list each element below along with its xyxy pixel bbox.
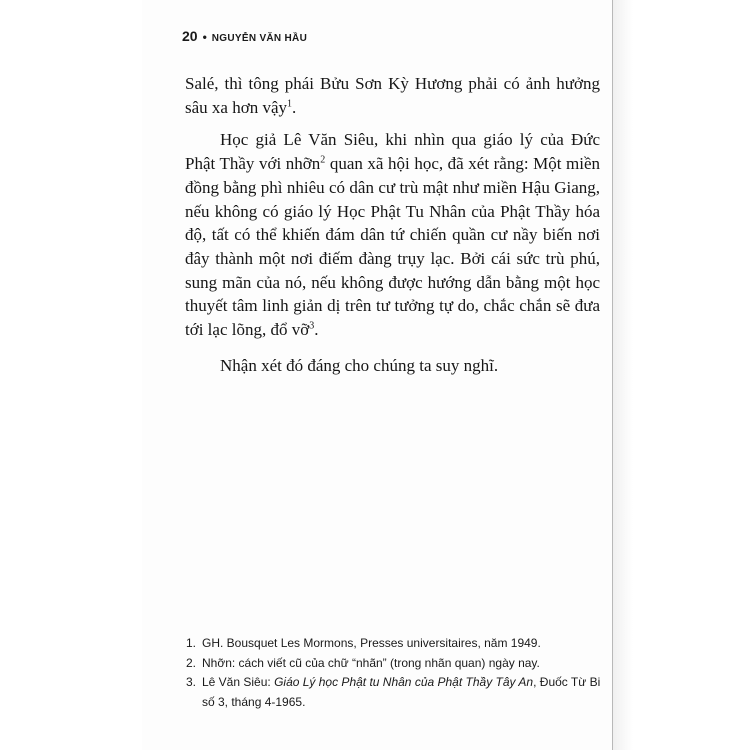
footnote-text: GH. Bousquet Les Mormons, Presses universitaires, năm 1949. <box>202 636 541 650</box>
footnote-number: 1. <box>186 636 197 650</box>
paragraph-2-text-a: Học giả Lê Văn Siêu, khi nhìn qua giáo lý của Đức Phật Thầy với nhỡn <box>185 130 600 174</box>
footnote-ref-1: 1 <box>287 98 292 110</box>
paragraph-2 <box>185 128 600 341</box>
footnote-ref-3: 3 <box>309 320 315 332</box>
page-edge-shadow <box>613 0 633 750</box>
footnote-2 <box>186 654 606 674</box>
paragraph-2-text-b: quan xã hội học, đã xét rằng: Một miền đồng bằng phì nhiêu có dân cư trù mật như miền Hậu Giang, nếu không có giáo lý Học Phật Tu Nhân của Phật Thầy hóa độ, tất có thể khiến đám dân tứ chiến quần cư nầy biến nơi đây thành một nơi điếm đàng trụy lạc. Bởi cái sức trù phú, sung mãn của nó, nếu không được hướng dẫn bằng một học thuyết tâm linh giản dị trên tư tưởng tự do, chắc chắn sẽ đưa tới lạc lõng, đổ vỡ <box>185 154 600 340</box>
footnote-3 <box>186 673 606 712</box>
page-number: 20 <box>182 28 198 44</box>
header-author: NGUYỄN VĂN HẦU <box>211 33 308 44</box>
paragraph-3 <box>185 354 600 378</box>
paragraph-1-text: Salé, thì tông phái Bửu Sơn Kỳ Hương phải có ảnh hưởng sâu xa hơn vậy <box>185 74 600 117</box>
footnote-ref-2: 2 <box>320 154 326 166</box>
footnote-text-tail: , Đuốc Từ Bi số 3, tháng 4-1965. <box>202 675 601 709</box>
footnote-text: Nhỡn: cách viết cũ của chữ “nhãn” (trong nhãn quan) ngày nay. <box>202 655 540 670</box>
footnotes <box>186 634 606 712</box>
footnote-text-lead: Lê Văn Siêu: <box>202 675 275 689</box>
paragraph-1 <box>185 72 600 119</box>
paragraph-2-end: . <box>314 320 319 340</box>
footnote-text-title: Giáo Lý học Phật tu Nhân của Phật Thầy Tây An <box>274 675 534 689</box>
footnote-1 <box>186 634 606 654</box>
body-text <box>185 72 600 377</box>
paragraph-3-text: Nhận xét đó đáng cho chúng ta suy nghĩ. <box>220 355 499 375</box>
running-header <box>182 28 307 46</box>
header-separator: • <box>202 30 207 44</box>
paragraph-1-end: . <box>292 97 297 117</box>
footnote-number: 2. <box>186 655 197 670</box>
footnote-number: 3. <box>186 675 197 689</box>
